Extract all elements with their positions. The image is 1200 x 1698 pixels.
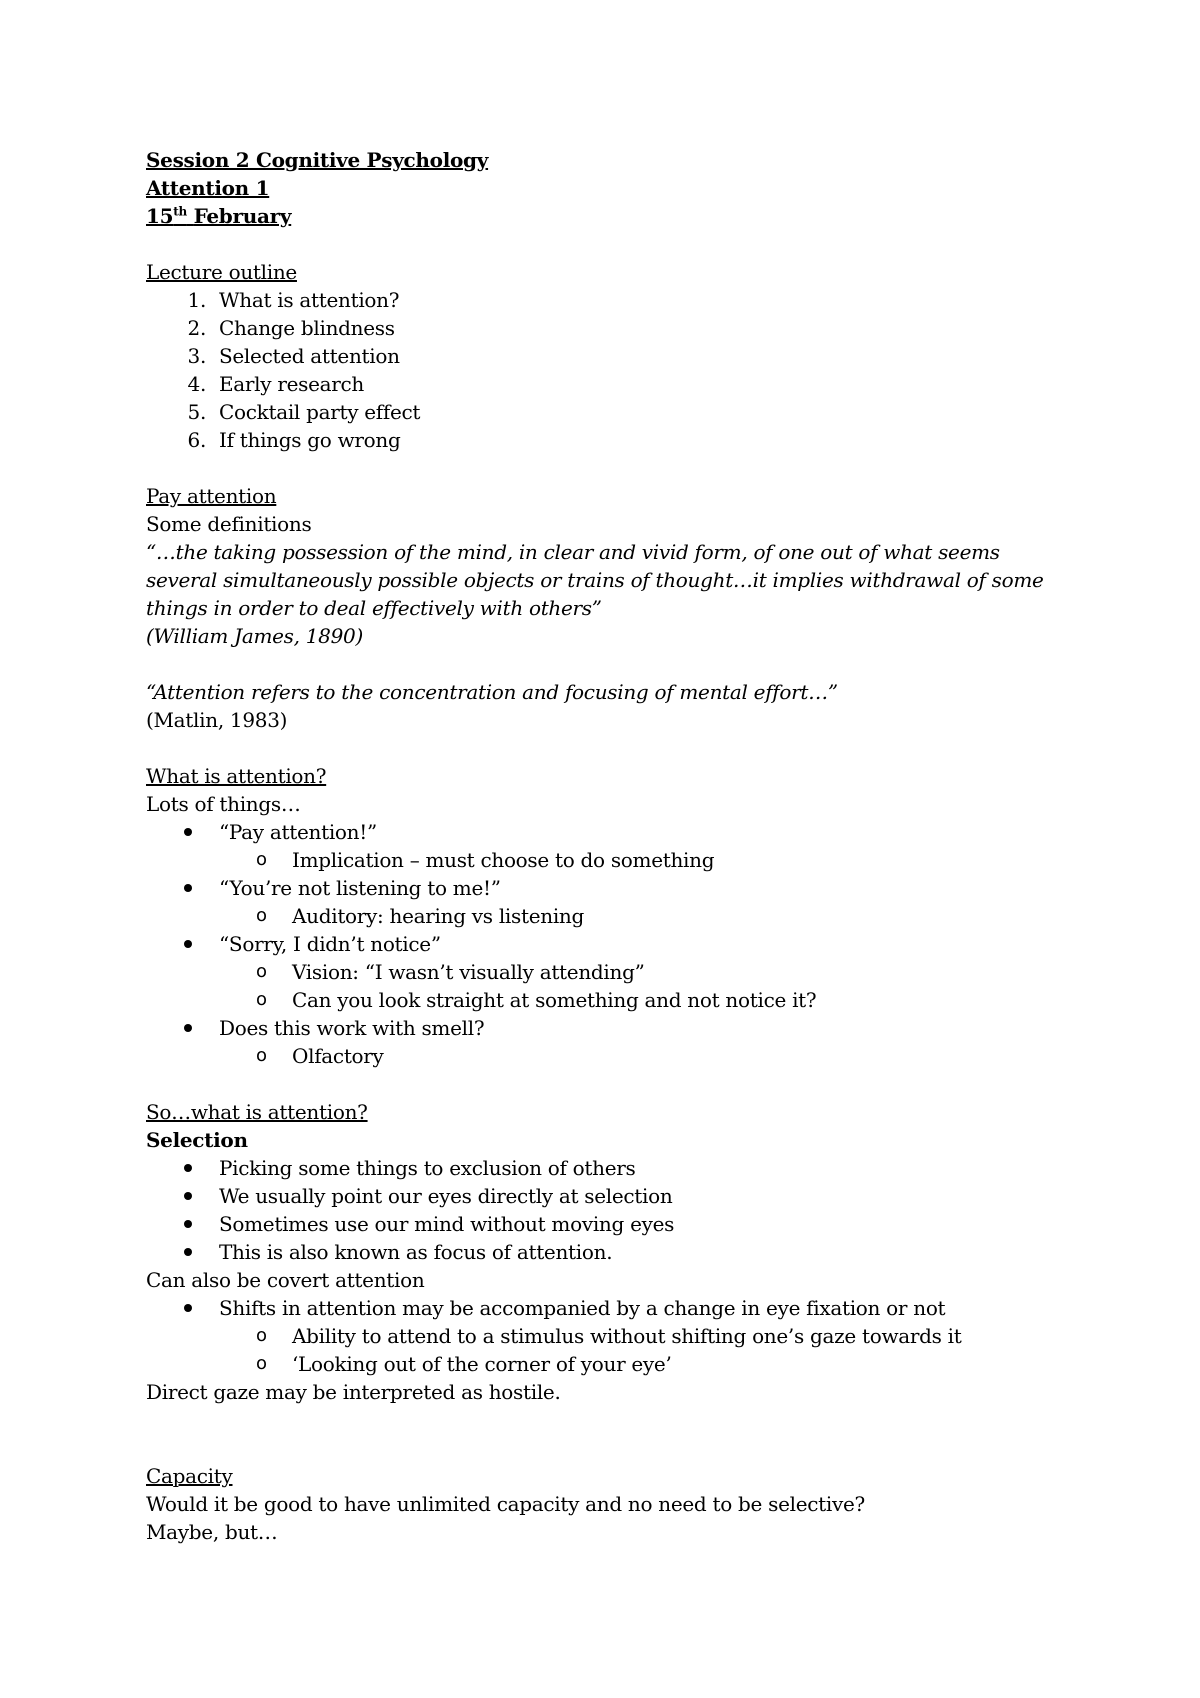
so-what-heading: So…what is attention? — [146, 1100, 368, 1124]
document-title: Session 2 Cognitive Psychology — [146, 148, 489, 172]
bullet-item: “Sorry, I didn’t notice” — [146, 930, 1046, 958]
bullet-icon — [184, 828, 192, 836]
sub-bullet-icon: o — [256, 961, 267, 982]
list-item: 1. What is attention? — [187, 288, 400, 312]
sub-bullet-icon: o — [256, 905, 267, 926]
capacity-heading: Capacity — [146, 1464, 233, 1488]
bullet-icon — [184, 1220, 192, 1228]
bullet-icon — [184, 940, 192, 948]
document-date: 15th February — [146, 204, 292, 228]
bullet-item: Picking some things to exclusion of others — [146, 1154, 1046, 1182]
quote-source: (Matlin, 1983) — [146, 708, 288, 732]
sub-bullet-icon: o — [256, 1353, 267, 1374]
document-subtitle: Attention 1 — [146, 176, 270, 200]
list-item: 6. If things go wrong — [187, 428, 401, 452]
bullet-icon — [184, 1248, 192, 1256]
document-page — [146, 146, 1046, 1546]
list-item: 4. Early research — [187, 372, 364, 396]
bullet-item: This is also known as focus of attention. — [146, 1238, 1046, 1266]
sub-bullet-item: o Implication – must choose to do something — [256, 848, 715, 872]
bullet-item: We usually point our eyes directly at selection — [146, 1182, 1046, 1210]
capacity-line: Would it be good to have unlimited capacity and no need to be selective? — [146, 1492, 865, 1516]
bullet-icon — [184, 1024, 192, 1032]
definitions-intro: Some definitions — [146, 512, 312, 536]
capacity-line: Maybe, but… — [146, 1520, 278, 1544]
list-item: 5. Cocktail party effect — [187, 400, 421, 424]
sub-bullet-item: o Vision: “I wasn’t visually attending” — [256, 960, 645, 984]
bullet-icon — [184, 1192, 192, 1200]
sub-bullet-icon: o — [256, 1325, 267, 1346]
bullet-item: “You’re not listening to me!” — [146, 874, 1046, 902]
sub-bullet-icon: o — [256, 849, 267, 870]
what-is-attention-heading: What is attention? — [146, 764, 327, 788]
quote-line: “Attention refers to the concentration and focusing of mental effort…” — [146, 680, 838, 704]
outline-heading: Lecture outline — [146, 260, 297, 284]
quote-line: “…the taking possession of the mind, in clear and vivid form, of one out of what seems — [146, 540, 1000, 564]
sub-bullet-icon: o — [256, 1045, 267, 1066]
bullet-item: Does this work with smell? — [146, 1014, 1046, 1042]
what-is-intro: Lots of things… — [146, 792, 301, 816]
sub-bullet-item: o ‘Looking out of the corner of your eye’ — [256, 1352, 672, 1376]
quote-line: things in order to deal effectively with others” — [146, 596, 602, 620]
bullet-item: Sometimes use our mind without moving eyes — [146, 1210, 1046, 1238]
bullet-item: “Pay attention!” — [146, 818, 1046, 846]
selection-label: Selection — [146, 1128, 248, 1152]
bullet-item: Shifts in attention may be accompanied by a change in eye fixation or not — [146, 1294, 1046, 1322]
list-item: 2. Change blindness — [187, 316, 395, 340]
bullet-icon — [184, 1304, 192, 1312]
pay-attention-heading: Pay attention — [146, 484, 277, 508]
sub-bullet-item: o Auditory: hearing vs listening — [256, 904, 585, 928]
sub-bullet-icon: o — [256, 989, 267, 1010]
sub-bullet-item: o Ability to attend to a stimulus without shifting one’s gaze towards it — [256, 1324, 962, 1348]
quote-line: several simultaneously possible objects or trains of thought…it implies withdrawal of some — [146, 568, 1044, 592]
covert-line: Can also be covert attention — [146, 1268, 425, 1292]
bullet-icon — [184, 884, 192, 892]
quote-source: (William James, 1890) — [146, 624, 363, 648]
sub-bullet-item: o Can you look straight at something and not notice it? — [256, 988, 817, 1012]
sub-bullet-item: o Olfactory — [256, 1044, 384, 1068]
direct-gaze-line: Direct gaze may be interpreted as hostile. — [146, 1380, 561, 1404]
list-item: 3. Selected attention — [187, 344, 400, 368]
bullet-icon — [184, 1164, 192, 1172]
